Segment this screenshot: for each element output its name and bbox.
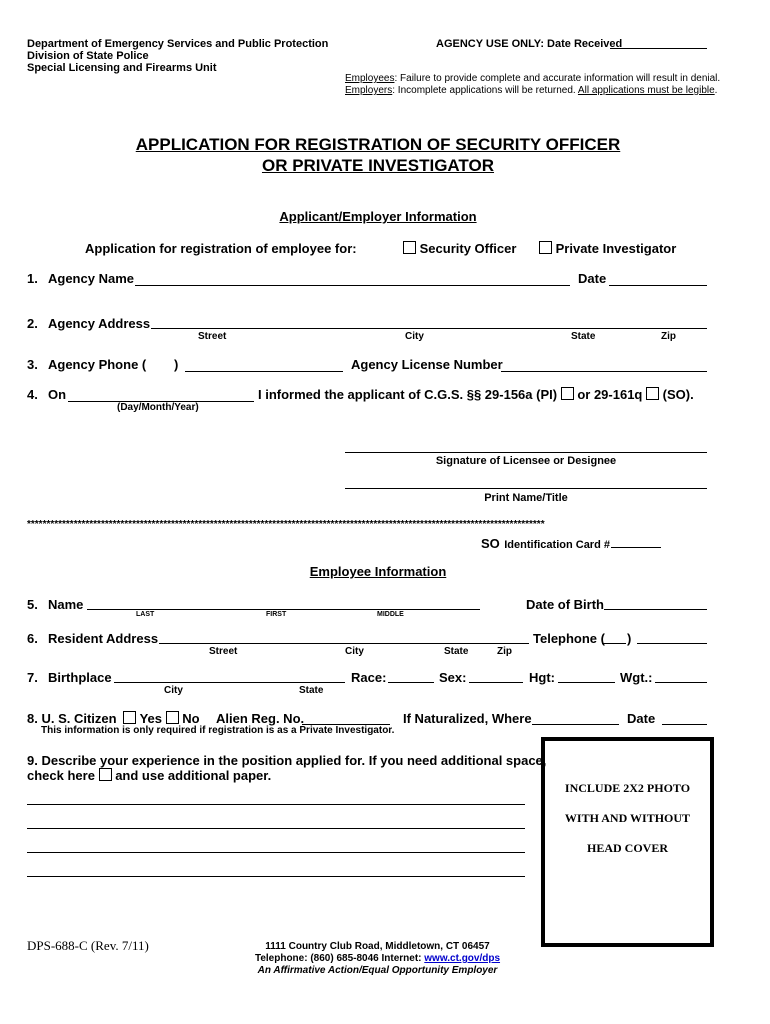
q6-street-caption: Street [209, 646, 238, 657]
q9-check-here: check here [27, 768, 95, 783]
private-investigator-checkbox[interactable] [539, 241, 552, 254]
employees-text: : Failure to provide complete and accurate information will result in denial. [394, 73, 721, 84]
q7-city-caption: City [164, 685, 183, 696]
sex-field[interactable] [469, 682, 523, 683]
q7-state-caption: State [299, 685, 324, 696]
experience-line-1[interactable] [27, 804, 525, 805]
agency-name-field[interactable] [135, 285, 570, 286]
q5-number: 5. [27, 597, 38, 612]
footer-eoe: An Affirmative Action/Equal Opportunity Employer [257, 965, 498, 976]
org-line-2: Division of State Police [27, 50, 149, 62]
agency-use-label: AGENCY USE ONLY: Date Received [436, 38, 623, 50]
signature-field[interactable] [345, 452, 707, 453]
employee-heading: Employee Information [309, 564, 447, 579]
q4-statement [258, 387, 694, 402]
experience-line-3[interactable] [27, 852, 525, 853]
q4-so: (SO). [662, 387, 694, 402]
so-card-label: Identification Card # [504, 539, 610, 551]
agency-phone-field[interactable] [185, 371, 343, 372]
q6-zip-caption: Zip [497, 646, 512, 657]
form-id: DPS-688-C (Rev. 7/11) [27, 938, 149, 953]
height-field[interactable] [558, 682, 615, 683]
q1-number: 1. [27, 271, 38, 286]
employees-notice [345, 73, 720, 84]
q9-additional-paper: and use additional paper. [115, 768, 272, 783]
legible-notice: All applications must be legible [577, 85, 715, 96]
q3-paren: ) [174, 357, 179, 372]
q5-name-label: Name [48, 597, 84, 612]
q4-text: I informed the applicant of C.G.S. §§ 29-156a (PI) [258, 387, 558, 402]
footer-url-link[interactable]: www.ct.gov/dps [424, 953, 501, 964]
q2-city-caption: City [405, 331, 424, 342]
separator-line: ************************************************************************************************************************************* [27, 519, 545, 530]
q8-no-label: No [182, 711, 200, 726]
employee-name-field[interactable] [87, 609, 480, 610]
so-card [481, 535, 610, 553]
q6-paren: ) [627, 631, 632, 646]
applicant-heading: Applicant/Employer Information [279, 209, 477, 224]
naturalized-where-field[interactable] [532, 724, 619, 725]
q1-agency-name-label: Agency Name [48, 271, 134, 286]
dob-field[interactable] [604, 609, 707, 610]
weight-field[interactable] [655, 682, 707, 683]
birthplace-field[interactable] [114, 682, 345, 683]
option-security-officer[interactable] [403, 241, 516, 256]
q2-zip-caption: Zip [661, 331, 676, 342]
q2-agency-address-label: Agency Address [48, 316, 151, 331]
resident-address-field[interactable] [159, 643, 529, 644]
footer-address: 1111 Country Club Road, Middletown, CT 06457 [265, 941, 490, 952]
agency-date-field[interactable] [609, 285, 707, 286]
q8-naturalized-label: If Naturalized, Where [403, 711, 532, 726]
employees-label: Employees [345, 73, 395, 84]
citizen-yes-checkbox[interactable] [123, 711, 136, 724]
q5-dob-label: Date of Birth [526, 597, 604, 612]
print-name-caption: Print Name/Title [484, 492, 568, 504]
so-card-field[interactable] [611, 547, 661, 548]
q8-citizen-label: 8. U. S. Citizen [27, 711, 117, 726]
additional-space-checkbox[interactable] [99, 768, 112, 781]
title-line-2: OR PRIVATE INVESTIGATOR [261, 156, 495, 175]
security-officer-checkbox[interactable] [403, 241, 416, 254]
naturalized-date-field[interactable] [662, 724, 707, 725]
q6-state-caption: State [444, 646, 469, 657]
photo-line-3: HEAD COVER [586, 841, 668, 855]
q6-telephone-label: Telephone ( [533, 631, 605, 646]
agency-use-date-field[interactable] [610, 48, 707, 49]
q6-city-caption: City [345, 646, 364, 657]
q2-street-caption: Street [198, 331, 227, 342]
q7-wgt-label: Wgt.: [620, 670, 653, 685]
q7-birthplace-label: Birthplace [48, 670, 112, 685]
q2-number: 2. [27, 316, 38, 331]
photo-line-1: INCLUDE 2X2 PHOTO [564, 781, 691, 795]
q4-dmy-caption: (Day/Month/Year) [117, 402, 199, 413]
q8-alien-label: Alien Reg. No. [216, 711, 305, 726]
employers-label: Employers [345, 85, 393, 96]
q7-hgt-label: Hgt: [529, 670, 555, 685]
q4-number: 4. [27, 387, 38, 402]
q5-first-caption: FIRST [266, 611, 287, 618]
q8-citizen-row [27, 711, 200, 726]
agency-license-field[interactable] [501, 371, 707, 372]
q3-number: 3. [27, 357, 38, 372]
q5-middle-caption: MIDDLE [377, 611, 404, 618]
org-line-3: Special Licensing and Firearms Unit [27, 62, 217, 74]
q8-note: This information is only required if registration is as a Private Investigator. [41, 725, 395, 736]
q6-number: 6. [27, 631, 38, 646]
security-officer-label: Security Officer [419, 241, 517, 256]
experience-line-2[interactable] [27, 828, 525, 829]
q2-state-caption: State [571, 331, 596, 342]
q4-on-label: On [48, 387, 67, 402]
q3-license-label: Agency License Number [351, 357, 503, 372]
q3-agency-phone-label: Agency Phone ( [48, 357, 147, 372]
footer-phone-row [200, 953, 555, 964]
q8-date-label: Date [627, 711, 656, 726]
q5-last-caption: LAST [136, 611, 155, 618]
q7-number: 7. [27, 670, 38, 685]
q9-line-1: 9. Describe your experience in the position applied for. If you need additional space, [27, 753, 547, 768]
pi-statute-checkbox[interactable] [561, 387, 574, 400]
race-field[interactable] [388, 682, 434, 683]
org-line-1: Department of Emergency Services and Public Protection [27, 38, 329, 50]
private-investigator-label: Private Investigator [555, 241, 677, 256]
telephone-field[interactable] [637, 643, 707, 644]
option-private-investigator[interactable] [539, 241, 676, 256]
registration-for-label: Application for registration of employee for: [85, 241, 357, 256]
employers-notice [345, 85, 717, 96]
photo-line-2: WITH AND WITHOUT [564, 811, 691, 825]
photo-box [541, 737, 714, 947]
q9-line-2 [27, 768, 271, 783]
citizen-no-checkbox[interactable] [166, 711, 179, 724]
employers-text: : Incomplete applications will be returned. [392, 85, 576, 96]
footer-phone: Telephone: (860) 685-8046 Internet: [254, 953, 422, 964]
print-name-field[interactable] [345, 488, 707, 489]
so-label: SO [481, 536, 500, 551]
experience-line-4[interactable] [27, 876, 525, 877]
q7-sex-label: Sex: [439, 670, 467, 685]
title-line-1: APPLICATION FOR REGISTRATION OF SECURITY OFFICER [135, 135, 621, 154]
q7-race-label: Race: [351, 670, 387, 685]
telephone-area-code-field[interactable] [602, 643, 626, 644]
q1-date-label: Date [578, 271, 607, 286]
q8-yes-label: Yes [139, 711, 163, 726]
agency-address-field[interactable] [151, 328, 707, 329]
q4-or: or 29-161q [577, 387, 643, 402]
so-statute-checkbox[interactable] [646, 387, 659, 400]
q6-address-label: Resident Address [48, 631, 159, 646]
employers-end: . [714, 85, 718, 96]
signature-caption: Signature of Licensee or Designee [435, 455, 617, 467]
